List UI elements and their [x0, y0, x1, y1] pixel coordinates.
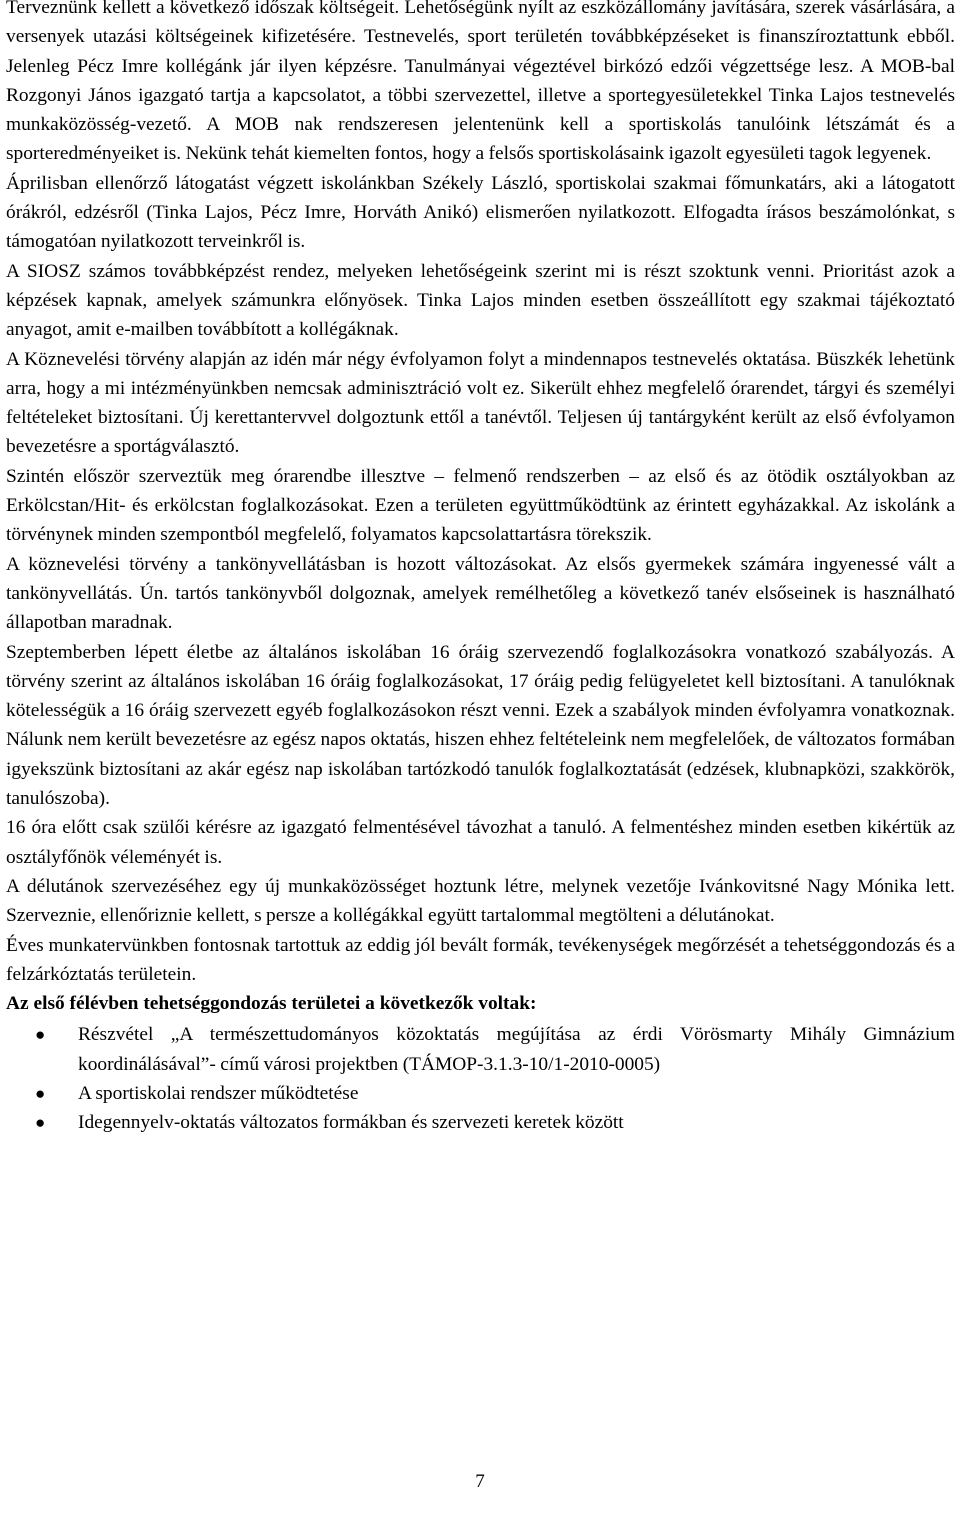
list-item-text: A sportiskolai rendszer működtetése: [78, 1082, 359, 1104]
paragraph-afternoon-workgroup: A délutánok szervezéséhez egy új munkaközösséget hoztunk létre, melynek vezetője Ivánkovitsné Nagy Mónika lett. Szerveznie, ellenőriznie kellett, s persze a kollégákkal együtt tartalommal megtölteni a délutánokat.: [6, 875, 955, 927]
paragraph-ethics-classes: Szintén először szerveztük meg órarendbe illesztve – felmenő rendszerben – az első és az ötödik osztályokban az Erkölcstan/Hit- és erkölcstan foglalkozásokat. Ezen a területen együttműködtünk az érintett egyházakkal. Az iskolánk a törvénynek minden szempontból megfelelő, folyamatos kapcsolattartásra törekszik.: [6, 465, 955, 546]
bullet-icon: ●: [35, 1025, 46, 1045]
paragraph-inspection-visit: Áprilisban ellenőrző látogatást végzett iskolánkban Székely László, sportiskolai szakmai főmunkatárs, aki a látogatott órákról, edzésről (Tinka Lajos, Pécz Imre, Horváth Anikó) elismerően nyilatkozott. Elfogadta írásos beszámolónkat, s támogatóan nyilatkozott terveinkről is.: [6, 172, 955, 253]
talent-areas-list: [6, 1020, 955, 1137]
paragraph-sport-costs: Terveznünk kellett a következő időszak költségeit. Lehetőségünk nyílt az eszközállomány javítására, szerek vásárlására, a versenyek utazási költségeinek kifizetésére. Testnevelés, sport területén továbbképzéseket is finanszíroztattunk ebből. Jelenleg Pécz Imre kollégánk jár ilyen képzésre. Tanulmányai végeztével birkózó edzői végzettsége lesz. A MOB-bal Rozgonyi János igazgató tartja a kapcsolatot, a többi szervezettel, illetve a sportegyesületekkel Tinka Lajos testnevelés munkaközösség-vezető. A MOB nak rendszeresen jelentenünk kell a sportiskolás tanulóink létszámát és a sporteredményeiket is. Nekünk tehát kiemelten fontos, hogy a felsős sportiskolásaink igazolt egyesületi tagok legyenek.: [6, 0, 955, 165]
paragraph-textbooks: A köznevelési törvény a tankönyvellátásban is hozott változásokat. Az elsős gyermekek számára ingyenessé vált a tankönyvellátás. Ún. tartós tankönyvből dolgoznak, amelyek remélhetőleg a következő tanév elsőseinek is használható állapotban maradnak.: [6, 553, 955, 634]
paragraph-daily-pe: A Köznevelési törvény alapján az idén már négy évfolyamon folyt a mindennapos testnevelés oktatása. Büszkék lehetünk arra, hogy a mi intézményünkben nemcsak adminisztráció volt ez. Sikerült ehhez megfelelő órarendet, tárgyi és személyi feltételeket biztosítani. Új kerettantervvel dolgoztunk ettől a tanévtől. Teljesen új tantárgyként került az első évfolyamon bevezetésre a sportágválasztó.: [6, 348, 955, 458]
paragraph-annual-plan: Éves munkatervünkben fontosnak tartottuk az eddig jól bevált formák, tevékenységek megőrzését a tehetséggondozás és a felzárkóztatás területein.: [6, 934, 955, 985]
bullet-icon: ●: [35, 1083, 46, 1103]
document-page: [6, 0, 955, 1138]
list-item-text: Részvétel „A természettudományos közoktatás megújítása az érdi Vörösmarty Mihály Gimnázium koordinálásával”- című városi projektben (TÁMOP-3.1.3-10/1-2010-0005): [78, 1024, 955, 1075]
list-item-text: Idegennyelv-oktatás változatos formákban és szervezeti keretek között: [78, 1112, 624, 1134]
list-item: [6, 1079, 955, 1108]
paragraph-siosz-training: A SIOSZ számos továbbképzést rendez, melyeken lehetőségeink szerint mi is részt szoktunk venni. Prioritást azok a képzések kapnak, amelyek számunkra előnyösek. Tinka Lajos minden esetben összeállított egy szakmai tájékoztató anyagot, amit e-mailben továbbított a kollégáknak.: [6, 260, 955, 341]
list-item: [6, 1020, 955, 1079]
paragraph-leave-before-16: 16 óra előtt csak szülői kérésre az igazgató felmentésével távozhat a tanuló. A felmentéshez minden esetben kikértük az osztályfőnök véleményét is.: [6, 817, 955, 868]
page-number: 7: [475, 1471, 485, 1492]
paragraph-afternoon-rules: Szeptemberben lépett életbe az általános iskolában 16 óráig szervezendő foglalkozásokra vonatkozó szabályozás. A törvény szerint az általános iskolában 16 óráig foglalkozásokat, 17 óráig pedig felügyeletet kell biztosítani. A tanulóknak kötelességük a 16 óráig szervezett egyéb foglalkozásokon részt venni. Ezek a szabályok minden évfolyamra vonatkoznak. Nálunk nem került bevezetésre az egész napos oktatás, hiszen ehhez feltételeink nem megfelelőek, de változatos formában igyekszünk biztosítani az akár egész nap iskolában tartózkodó tanulók foglalkoztatását (edzések, klubnapközi, szakkörök, tanulószoba).: [6, 641, 955, 810]
bullet-icon: ●: [35, 1113, 46, 1133]
section-heading-talent-areas: Az első félévben tehetséggondozás területei a következők voltak:: [6, 993, 537, 1015]
list-item: [6, 1108, 955, 1137]
